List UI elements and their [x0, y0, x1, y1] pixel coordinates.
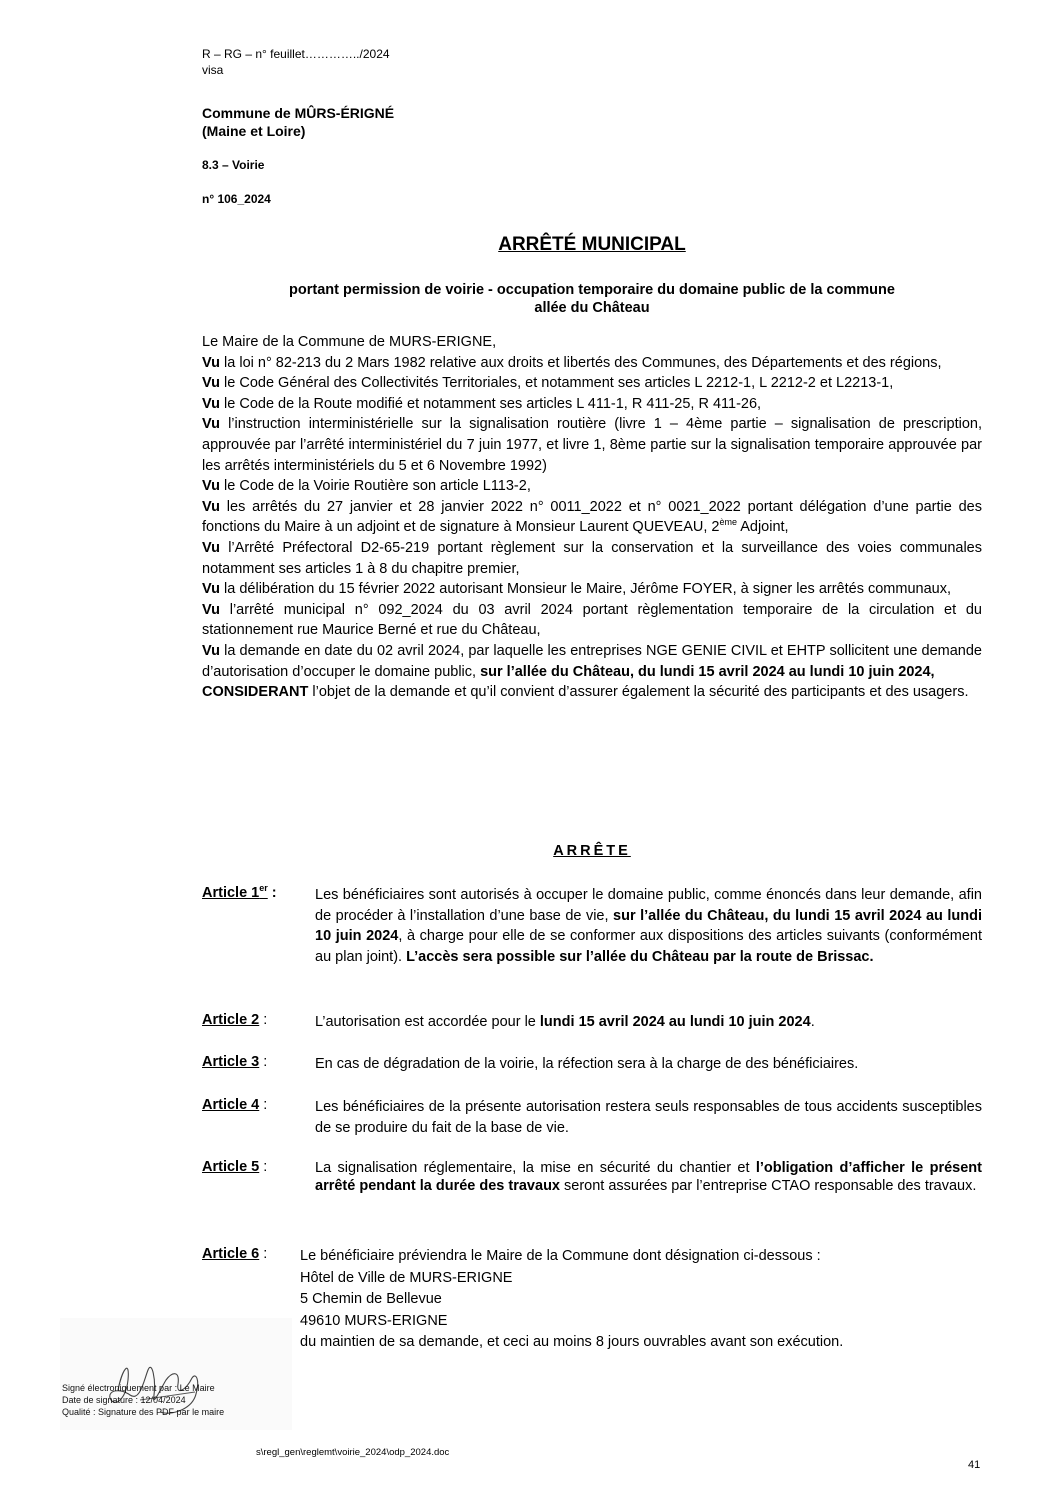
vu-text: le Code Général des Collectivités Territoriales, et notamment ses articles L 2212-1, L 2212-2 et L2213-1, [220, 375, 894, 392]
address-line: 5 Chemin de Bellevue [300, 1291, 442, 1307]
file-path-footer: s\regl_gen\reglemt\voirie_2024\odp_2024.doc [256, 1447, 450, 1458]
electronic-signature-info [62, 1382, 224, 1418]
article-label-text [202, 885, 268, 901]
vu-label: Vu [202, 375, 220, 392]
subtitle-line-2: allée du Château [534, 300, 650, 316]
vu-label: Vu [202, 478, 220, 495]
vu-text: Adjoint, [736, 519, 789, 536]
signature-date: Date de signature : 12/04/2024 [62, 1395, 186, 1405]
article-label-text: Article 2 [202, 1012, 260, 1028]
vu-text: les arrêtés du 27 janvier et 28 janvier 2022 n° 0011_2022 et n° 0021_2022 portant délégation d’une partie des fonctions du Maire à un adjoint et de signature à Monsieur Laurent QUEVEAU, 2 [202, 498, 982, 536]
vu-text: la loi n° 82-213 du 2 Mars 1982 relative aux droits et libertés des Communes, des Départements et des régions, [220, 354, 942, 371]
vu-text: le Code de la Route modifié et notamment ses articles L 411-1, R 411-25, R 411-26, [220, 395, 762, 412]
vu-label: Vu [202, 395, 220, 412]
commune-block [202, 104, 394, 140]
article-1-label [202, 885, 277, 901]
article-6-label [202, 1246, 267, 1262]
vu-label: Vu [202, 498, 220, 515]
article-label-sup: er [259, 883, 268, 894]
article-label-text: Article 6 [202, 1246, 260, 1262]
arrete-heading: ARRÊTE [553, 843, 631, 859]
article-text: , à charge pour elle de se conformer aux dispositions des articles suivants (conformément au plan joint). [315, 928, 982, 965]
article-3-label [202, 1054, 267, 1070]
article-4-text: Les bénéficiaires de la présente autorisation restera seuls responsables de tous accidents susceptibles de se produire du fait de la base de vie. [315, 1099, 982, 1136]
vu-clause [202, 394, 982, 415]
preamble-intro: Le Maire de la Commune de MURS-ERIGNE, [202, 334, 497, 350]
article-text: seront assurées par l’entreprise CTAO responsable des travaux. [560, 1178, 977, 1194]
address-line: 49610 MURS-ERIGNE [300, 1312, 448, 1329]
commune-department: (Maine et Loire) [202, 123, 306, 139]
vu-label: Vu [202, 642, 220, 659]
article-text-bold: L’accès sera possible sur l’allée du Château par la route de Brissac. [406, 948, 874, 965]
vu-text: la demande en date du 02 avril 2024, par laquelle les entreprises NGE GENIE CIVIL et EHTP sollicitent une demande d’autorisation d’occuper le domaine public, [202, 642, 982, 680]
decree-number: n° 106_2024 [202, 192, 271, 206]
article-6-text [300, 1246, 982, 1354]
article-text: L’autorisation est accordée pour le [315, 1014, 540, 1030]
vu-label: Vu [202, 601, 220, 618]
considerant-text: l’objet de la demande et qu’il convient d’assurer également la sécurité des participants et des usagers. [308, 684, 969, 701]
article-text-bold: l’obligation d’afficher le présent arrêté pendant la durée des travaux [315, 1160, 982, 1194]
article-label-text: Article 4 [202, 1097, 260, 1113]
vu-clause [202, 476, 982, 497]
vu-text: l’instruction interministérielle sur la signalisation routière (livre 1 – 4ème partie – signalisation de prescription, approuvée par l’arrêté interministériel du 7 juin 1977, et livre 1, 8ème partie sur la signalisation temporaire approuvée par les arrêtés interministériels du 5 et 6 Novembre 1992) [202, 416, 982, 474]
article-text: . [810, 1014, 815, 1030]
vu-label: Vu [202, 539, 220, 556]
article-colon: : [259, 1097, 268, 1113]
section-label: 8.3 – Voirie [202, 158, 265, 172]
vu-clause [202, 600, 982, 641]
article-2-text [315, 1012, 982, 1033]
subtitle-line-1: portant permission de voirie - occupation temporaire du domaine public de la commune [289, 282, 895, 298]
article-colon: : [259, 1246, 268, 1262]
article-text: La signalisation réglementaire, la mise en sécurité du chantier et [315, 1160, 756, 1176]
vu-clause [202, 353, 982, 374]
article-5-text [315, 1159, 982, 1195]
article-colon: : [267, 885, 277, 901]
considerant-label: CONSIDERANT [202, 684, 309, 701]
article-2-label [202, 1012, 267, 1028]
vu-text: la délibération du 15 février 2022 autorisant Monsieur le Maire, Jérôme FOYER, à signer les arrêtés communaux, [220, 581, 951, 598]
article-text-line: du maintien de sa demande, et ceci au moins 8 jours ouvrables avant son exécution. [300, 1334, 844, 1350]
vu-clause [202, 538, 982, 579]
filing-reference: R – RG – n° feuillet…………../2024 [202, 47, 390, 61]
article-text-bold: lundi 15 avril 2024 au lundi 10 juin 2024 [539, 1014, 811, 1030]
article-label-text: Article 3 [202, 1054, 260, 1070]
vu-clause [202, 497, 982, 538]
article-colon: : [259, 1012, 268, 1028]
vu-clause [202, 641, 982, 682]
article-text: Les bénéficiaires sont autorisés à occuper le domaine public, comme énoncés dans leur demande, afin de procéder à l’installation d’une base de vie, [315, 887, 982, 924]
vu-label: Vu [202, 354, 220, 371]
vu-clause [202, 579, 982, 600]
vu-label: Vu [202, 416, 220, 433]
filing-header [202, 46, 390, 78]
visa-label: visa [202, 63, 224, 77]
article-3-text: En cas de dégradation de la voirie, la réfection sera à la charge de des bénéficiaires. [315, 1056, 859, 1072]
vu-clause [202, 414, 982, 476]
vu-clause [202, 373, 982, 394]
article-4-label [202, 1097, 267, 1113]
vu-text: l’Arrêté Préfectoral D2-65-219 portant règlement sur la conservation et la surveillance des voies communales notamment ses articles 1 à 8 du chapitre premier, [202, 539, 982, 577]
considerant-clause [202, 682, 982, 703]
article-colon: : [259, 1054, 268, 1070]
article-colon: : [259, 1159, 268, 1175]
signature-quality: Qualité : Signature des PDF par le maire [62, 1407, 225, 1417]
article-text-line: Le bénéficiaire préviendra le Maire de la Commune dont désignation ci-dessous : [300, 1248, 821, 1264]
page-number: 41 [968, 1459, 981, 1471]
address-line: Hôtel de Ville de MURS-ERIGNE [300, 1269, 513, 1286]
document-title: ARRÊTÉ MUNICIPAL [498, 234, 686, 255]
signature-signer: Signé électroniquement par : Le Maire [62, 1383, 215, 1393]
vu-label: Vu [202, 581, 220, 598]
vu-text: l’arrêté municipal n° 092_2024 du 03 avril 2024 portant règlementation temporaire de la circulation et du stationnement rue Maurice Berné et rue du Château, [202, 601, 982, 639]
article-1-text [315, 885, 982, 967]
vu-text: le Code de la Voirie Routière son article L113-2, [220, 478, 531, 495]
vu-superscript: ème [719, 517, 737, 528]
article-label-text: Article 5 [202, 1159, 260, 1175]
article-text-bold: sur l’allée du Château, du lundi 15 avril 2024 au lundi 10 juin 2024 [315, 907, 982, 945]
vu-text-bold: sur l’allée du Château, du lundi 15 avril 2024 au lundi 10 juin 2024, [480, 663, 935, 680]
document-subtitle [202, 281, 982, 317]
article-label-main: Article 1 [202, 885, 260, 901]
article-5-label [202, 1159, 267, 1175]
commune-name: Commune de MÛRS-ÉRIGNÉ [202, 105, 395, 121]
preamble [202, 332, 982, 703]
